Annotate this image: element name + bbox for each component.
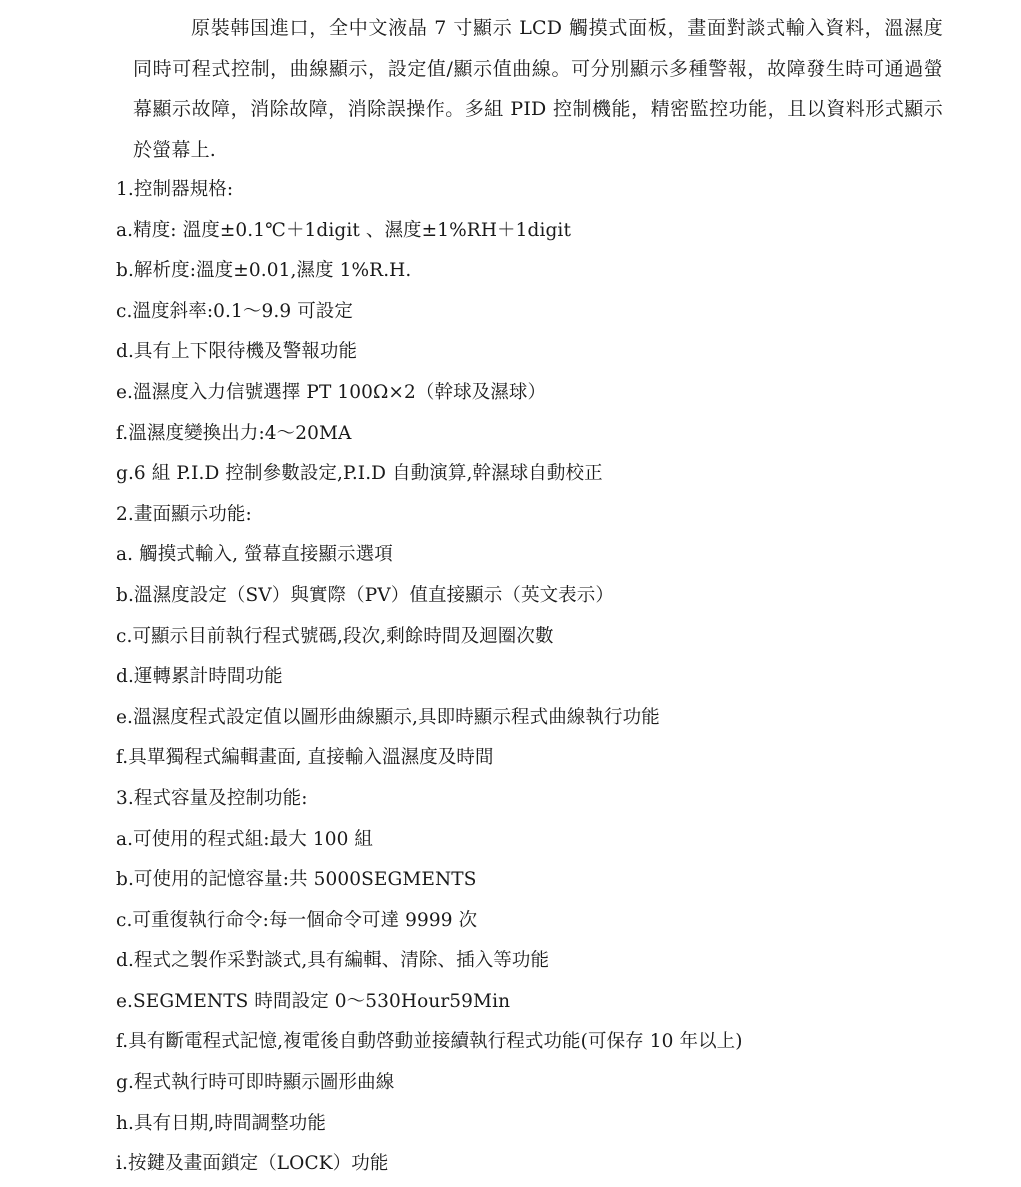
display-line-program-info: c.可顯示目前執行程式號碼,段次,剩餘時間及迴圈次數 xyxy=(116,625,554,647)
spec-line-pid: g.6 組 P.I.D 控制參數設定,P.I.D 自動演算,幹濕球自動校正 xyxy=(116,463,603,485)
program-line-memory: b.可使用的記憶容量:共 5000SEGMENTS xyxy=(116,869,477,891)
display-line-sv-pv: b.溫濕度設定（SV）與實際（PV）值直接顯示（英文表示） xyxy=(116,584,614,606)
program-line-groups: a.可使用的程式組:最大 100 組 xyxy=(116,828,374,850)
intro-paragraph: 原裝韩国進口，全中文液晶 7 寸顯示 LCD 觸摸式面板，畫面對談式輸入資料，溫濕度同時可程式控制，曲線顯示，設定值/顯示值曲線。可分別顯示多種警報，故障發生時可通過螢幕顯示故障，消除故障，消除誤操作。多組 PID 控制機能，精密監控功能，且以資料形式顯示於螢幕上. xyxy=(133,17,943,161)
program-line-lock: i.按鍵及畫面鎖定（LOCK）功能 xyxy=(116,1153,389,1175)
program-line-power-memory: f.具有斷電程式記憶,複電後自動啓動並接續執行程式功能(可保存 10 年以上) xyxy=(116,1031,743,1053)
spec-line-temp-slope: c.溫度斜率:0.1～9.9 可設定 xyxy=(116,300,353,322)
spec-line-accuracy: a.精度: 溫度±0.1℃＋1digit 、濕度±1%RH＋1digit xyxy=(116,219,571,241)
program-line-segment-time: e.SEGMENTS 時間設定 0～530Hour59Min xyxy=(116,990,511,1012)
spec-line-resolution: b.解析度:溫度±0.01,濕度 1%R.H. xyxy=(116,260,412,282)
section-heading-controller-spec: 1.控制器規格: xyxy=(116,179,234,200)
spec-line-output: f.溫濕度變換出力:4～20MA xyxy=(116,422,352,444)
section-heading-program-capacity: 3.程式容量及控制功能: xyxy=(116,787,308,809)
display-line-curve: e.溫濕度程式設定值以圖形曲線顯示,具即時顯示程式曲線執行功能 xyxy=(116,706,660,728)
section-heading-display: 2.畫面顯示功能: xyxy=(116,503,252,525)
program-line-repeat: c.可重復執行命令:每一個命令可達 9999 次 xyxy=(116,909,478,931)
display-line-runtime: d.運轉累計時間功能 xyxy=(116,666,283,688)
spec-line-input-signal: e.溫濕度入力信號選擇 PT 100Ω×2（幹球及濕球） xyxy=(116,381,547,403)
spec-line-limit-alarm: d.具有上下限待機及警報功能 xyxy=(116,341,358,363)
program-line-live-curve: g.程式執行時可即時顯示圖形曲線 xyxy=(116,1072,395,1094)
display-line-editor: f.具單獨程式編輯畫面, 直接輸入溫濕度及時間 xyxy=(116,747,494,769)
program-line-datetime: h.具有日期,時間調整功能 xyxy=(116,1112,326,1134)
display-line-touch: a. 觸摸式輸入, 螢幕直接顯示選項 xyxy=(116,544,393,566)
spec-list xyxy=(116,170,996,1185)
program-line-interactive: d.程式之製作采對談式,具有編輯、清除、插入等功能 xyxy=(116,950,550,972)
